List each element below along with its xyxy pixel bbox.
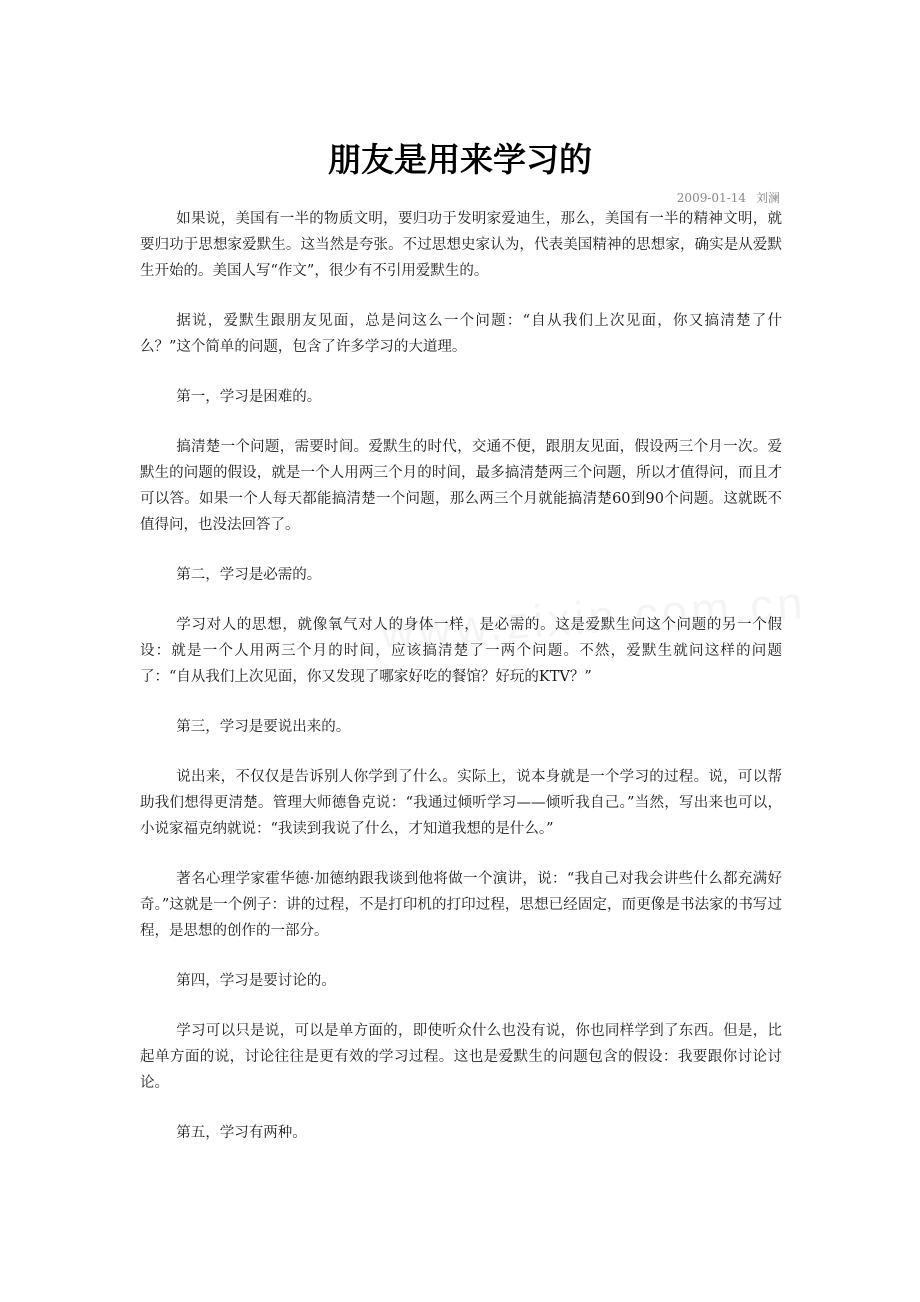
article-meta [677, 188, 780, 208]
paragraph: 如果说，美国有一半的物质文明，要归功于发明家爱迪生，那么，美国有一半的精神文明，就要归功于思想家爱默生。这当然是夸张。不过思想史家认为，代表美国精神的思想家，确实是从爱默生开始的。美国人写“作文”，很少有不引用爱默生的。 [140, 211, 782, 279]
article-date: 2009-01-14 [676, 191, 746, 205]
section-heading: 第五，学习有两种。 [176, 1125, 307, 1141]
article-author: 刘澜 [755, 191, 780, 205]
section-heading: 第三，学习是要说出来的。 [176, 719, 351, 735]
paragraph: 搞清楚一个问题，需要时间。爱默生的时代，交通不便，跟朋友见面，假设两三个月一次。爱默生的问题的假设，就是一个人用两三个月的时间，最多搞清楚两三个问题，所以才值得问，而且才可以答。如果一个人每天都能搞清楚一个问题，那么两三个月就能搞清楚60到90个问题。这就既不值得问，也没法回答了。 [140, 439, 782, 533]
paragraph: 说出来，不仅仅是告诉别人你学到了什么。实际上，说本身就是一个学习的过程。说，可以帮助我们想得更清楚。管理大师德鲁克说：“我通过倾听学习——倾听我自己。”当然，写出来也可以，小说家福克纳就说：“我读到我说了什么，才知道我想的是什么。” [140, 769, 782, 837]
article-body [140, 206, 782, 1170]
section-heading: 第二，学习是必需的。 [176, 567, 322, 583]
section-heading: 第一，学习是困难的。 [176, 389, 322, 405]
paragraph: 学习对人的思想，就像氧气对人的身体一样，是必需的。这是爱默生问这个问题的另一个假设：就是一个人用两三个月的时间，应该搞清楚了一两个问题。不然，爱默生就问这样的问题了：“自从我们上次见面，你又发现了哪家好吃的餐馆？好玩的KTV？” [140, 617, 782, 685]
paragraph: 据说，爱默生跟朋友见面，总是问这么一个问题：“自从我们上次见面，你又搞清楚了什么？”这个简单的问题，包含了许多学习的大道理。 [140, 313, 782, 355]
section-heading: 第四，学习是要讨论的。 [176, 973, 336, 989]
paragraph: 学习可以只是说，可以是单方面的，即使听众什么也没有说，你也同样学到了东西。但是，比起单方面的说，讨论往往是更有效的学习过程。这也是爱默生的问题包含的假设：我要跟你讨论讨论。 [140, 1023, 782, 1091]
paragraph: 著名心理学家霍华德·加德纳跟我谈到他将做一个演讲，说：“我自己对我会讲些什么都充满好奇。”这就是一个例子：讲的过程，不是打印机的打印过程，思想已经固定，而更像是书法家的书写过程，是思想的创作的一部分。 [140, 871, 782, 939]
article-title: 朋友是用来学习的 [328, 140, 592, 180]
